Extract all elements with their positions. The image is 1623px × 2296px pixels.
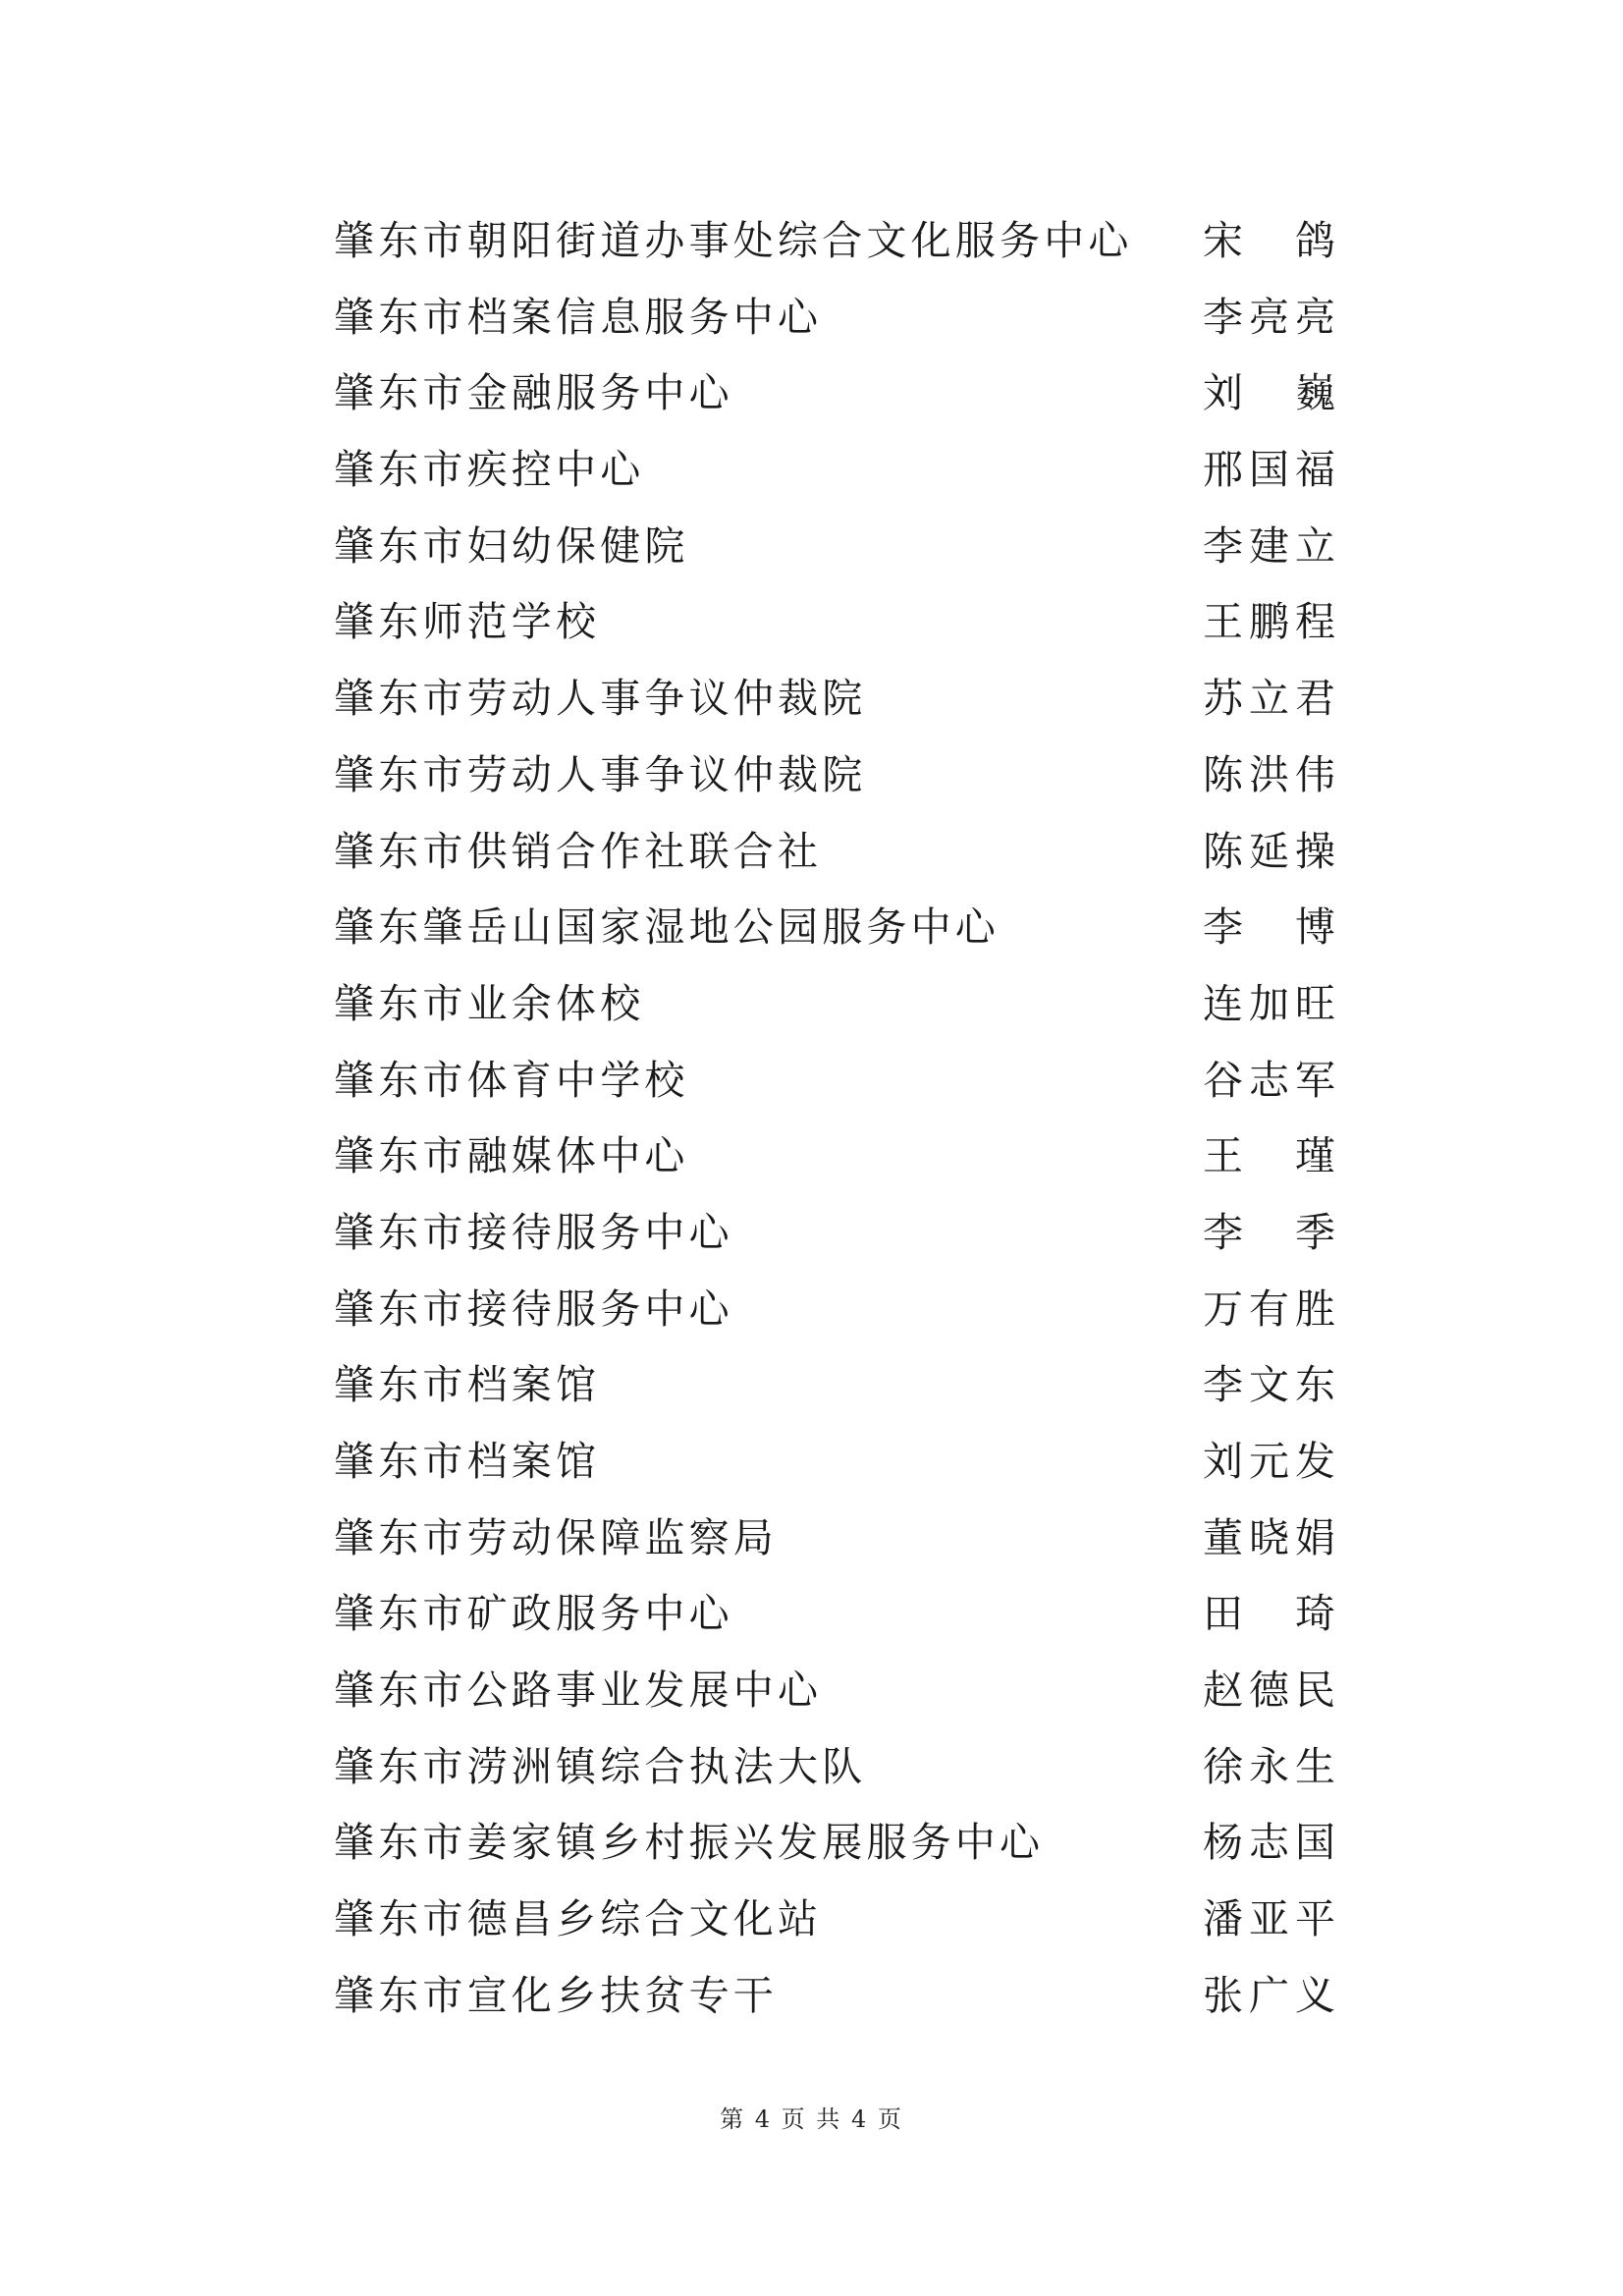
list-item (334, 203, 1335, 280)
organization-name: 肇东市劳动人事争议仲裁院 (334, 675, 867, 723)
list-item (334, 1043, 1335, 1120)
organization-name: 肇东市妇幼保健院 (334, 521, 689, 570)
organization-name: 肇东市涝洲镇综合执法大队 (334, 1742, 867, 1790)
list-item (334, 509, 1335, 585)
organization-name: 肇东市公路事业发展中心 (334, 1667, 823, 1715)
person-name: 宋鸽 (1203, 217, 1335, 264)
person-name: 李季 (1203, 1208, 1335, 1256)
person-name: 谷志军 (1203, 1056, 1335, 1104)
organization-name: 肇东市融媒体中心 (334, 1132, 689, 1180)
list-item (334, 355, 1335, 432)
person-name: 李亮亮 (1203, 293, 1335, 341)
person-name: 潘亚平 (1203, 1895, 1335, 1943)
list-item (334, 1501, 1335, 1577)
organization-name: 肇东市劳动保障监察局 (334, 1513, 778, 1561)
list-item (334, 584, 1335, 661)
award-list (334, 203, 1335, 2035)
list-item (334, 1805, 1335, 1882)
person-name: 连加旺 (1203, 979, 1335, 1027)
person-name: 陈洪伟 (1203, 750, 1335, 798)
organization-name: 肇东市接待服务中心 (334, 1208, 733, 1256)
list-item (334, 1653, 1335, 1729)
list-item (334, 1424, 1335, 1501)
list-item (334, 814, 1335, 891)
organization-name: 肇东师范学校 (334, 598, 601, 646)
person-name: 杨志国 (1203, 1819, 1335, 1867)
person-name: 万有胜 (1203, 1285, 1335, 1333)
list-item (334, 1576, 1335, 1653)
organization-name: 肇东市矿政服务中心 (334, 1590, 733, 1638)
person-name: 赵德民 (1203, 1667, 1335, 1715)
person-name: 田琦 (1203, 1590, 1335, 1638)
list-item (334, 1195, 1335, 1272)
person-name: 邢国福 (1203, 446, 1335, 494)
organization-name: 肇东市业余体校 (334, 979, 645, 1027)
list-item (334, 1347, 1335, 1424)
list-item (334, 280, 1335, 356)
page-number-label: 第 4 页 共 4 页 (720, 2105, 903, 2133)
person-name: 苏立君 (1203, 675, 1335, 723)
page-footer (0, 2105, 1623, 2134)
organization-name: 肇东市宣化乡扶贫专干 (334, 1971, 778, 2019)
list-item (334, 661, 1335, 738)
person-name: 刘巍 (1203, 369, 1335, 417)
organization-name: 肇东肇岳山国家湿地公园服务中心 (334, 903, 1000, 952)
person-name: 王鹏程 (1203, 598, 1335, 646)
person-name: 王瑾 (1203, 1132, 1335, 1180)
list-item (334, 1729, 1335, 1806)
list-item (334, 432, 1335, 509)
list-item (334, 1958, 1335, 2035)
person-name: 陈延操 (1203, 827, 1335, 875)
person-name: 李博 (1203, 903, 1335, 952)
list-item (334, 1882, 1335, 1958)
list-item (334, 890, 1335, 966)
organization-name: 肇东市供销合作社联合社 (334, 827, 823, 875)
organization-name: 肇东市金融服务中心 (334, 369, 733, 417)
person-name: 董晓娟 (1203, 1513, 1335, 1561)
organization-name: 肇东市姜家镇乡村振兴发展服务中心 (334, 1819, 1045, 1867)
organization-name: 肇东市德昌乡综合文化站 (334, 1895, 823, 1943)
person-name: 徐永生 (1203, 1742, 1335, 1790)
person-name: 李建立 (1203, 521, 1335, 570)
organization-name: 肇东市档案馆 (334, 1361, 601, 1409)
list-item (334, 738, 1335, 814)
organization-name: 肇东市档案馆 (334, 1438, 601, 1485)
list-item (334, 1119, 1335, 1195)
organization-name: 肇东市疾控中心 (334, 446, 645, 494)
person-name: 张广义 (1203, 1971, 1335, 2019)
organization-name: 肇东市接待服务中心 (334, 1285, 733, 1333)
organization-name: 肇东市档案信息服务中心 (334, 293, 823, 341)
list-item (334, 1272, 1335, 1348)
organization-name: 肇东市劳动人事争议仲裁院 (334, 750, 867, 798)
list-item (334, 966, 1335, 1043)
organization-name: 肇东市朝阳街道办事处综合文化服务中心 (334, 217, 1133, 264)
organization-name: 肇东市体育中学校 (334, 1056, 689, 1104)
person-name: 刘元发 (1203, 1438, 1335, 1485)
person-name: 李文东 (1203, 1361, 1335, 1409)
